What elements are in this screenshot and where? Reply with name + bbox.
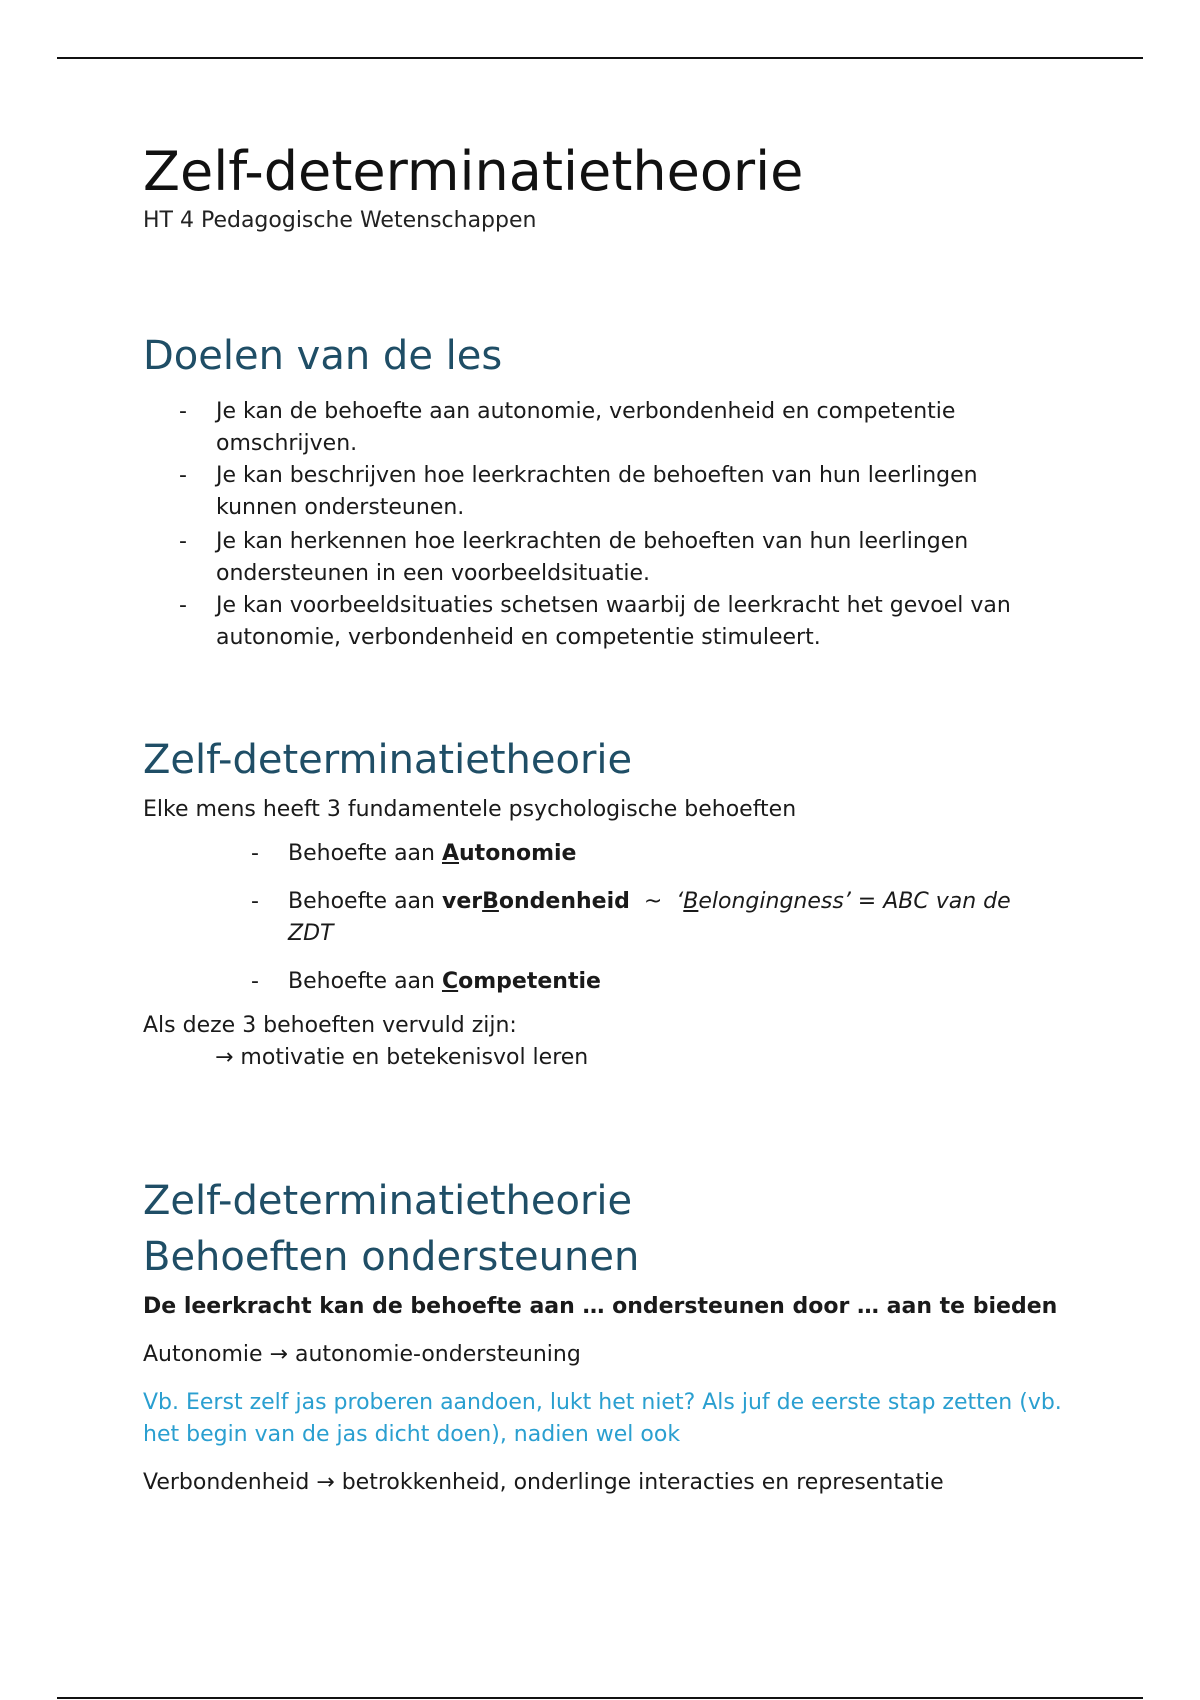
goals-list <box>143 396 1063 654</box>
list-dash: - <box>251 841 259 866</box>
list-dash: - <box>179 529 187 554</box>
list-dash: - <box>251 889 259 914</box>
list-item <box>143 590 1063 654</box>
needs-list <box>143 838 1063 998</box>
need-word-rest: utonomie <box>459 841 577 866</box>
list-item <box>143 526 1063 590</box>
section-support-needs <box>143 1173 1063 1499</box>
section-heading-goals: Doelen van de les <box>143 333 503 379</box>
document-page <box>143 140 1063 1495</box>
document-title: Zelf-determinatietheorie <box>143 140 804 203</box>
need-word-start: ver <box>441 889 483 914</box>
support-lead: De leerkracht kan de behoefte aan … ondersteunen door … aan te bieden <box>143 1294 1058 1319</box>
list-item <box>143 966 1063 998</box>
section-sdt <box>143 732 1063 1074</box>
need-prefix: Behoefte aan <box>288 969 442 994</box>
need-word-rest: ondenheid <box>498 889 630 914</box>
sdt-intro: Elke mens heeft 3 fundamentele psychologische behoeften <box>143 797 797 822</box>
condition-text: Als deze 3 behoeften vervuld zijn: <box>143 1013 517 1038</box>
document-subtitle: HT 4 Pedagogische Wetenschappen <box>143 208 537 233</box>
top-rule <box>57 57 1143 59</box>
section-subheading-support: Behoeften ondersteunen <box>143 1234 640 1280</box>
example-text: Vb. Eerst zelf jas proberen aandoen, lukt het niet? Als juf de eerste stap zetten (vb. het begin van de jas dicht doen), nadien wel ook <box>143 1390 1062 1447</box>
goal-text: Je kan beschrijven hoe leerkrachten de behoeften van hun leerlingen kunnen ondersteunen. <box>216 463 978 520</box>
quote-open: ‘ <box>676 889 684 914</box>
bottom-rule <box>57 1697 1143 1699</box>
list-dash: - <box>179 593 187 618</box>
autonomy-line: Autonomie → autonomie-ondersteuning <box>143 1342 581 1367</box>
tilde-separator: ~ <box>629 889 677 914</box>
need-key-letter: C <box>441 969 459 994</box>
need-key-letter: B <box>482 889 499 914</box>
list-dash: - <box>179 399 187 424</box>
section-lesson-goals <box>143 328 1063 654</box>
section-heading-sdt-2: Zelf-determinatietheorie <box>143 1178 633 1224</box>
relatedness-line: Verbondenheid → betrokkenheid, onderlinge interacties en representatie <box>143 1470 944 1495</box>
need-key-letter: A <box>441 841 460 866</box>
need-prefix: Behoefte aan <box>288 889 442 914</box>
need-word-rest: ompetentie <box>458 969 601 994</box>
quote-rest: elongingness’ = ABC van de ZDT <box>288 889 1011 946</box>
result-text: → motivatie en betekenisvol leren <box>215 1045 589 1070</box>
section-heading-sdt: Zelf-determinatietheorie <box>143 737 633 783</box>
list-item <box>143 886 1063 950</box>
list-dash: - <box>179 463 187 488</box>
list-dash: - <box>251 969 259 994</box>
list-item <box>143 396 1063 460</box>
list-item <box>143 460 1063 524</box>
need-prefix: Behoefte aan <box>288 841 442 866</box>
list-item <box>143 838 1063 870</box>
goal-text: Je kan de behoefte aan autonomie, verbondenheid en competentie omschrijven. <box>216 399 956 456</box>
goal-text: Je kan herkennen hoe leerkrachten de behoeften van hun leerlingen ondersteunen in een voorbeeldsituatie. <box>216 529 969 586</box>
quote-key-letter: B <box>683 889 699 914</box>
goal-text: Je kan voorbeeldsituaties schetsen waarbij de leerkracht het gevoel van autonomie, verbondenheid en competentie stimuleert. <box>216 593 1011 650</box>
